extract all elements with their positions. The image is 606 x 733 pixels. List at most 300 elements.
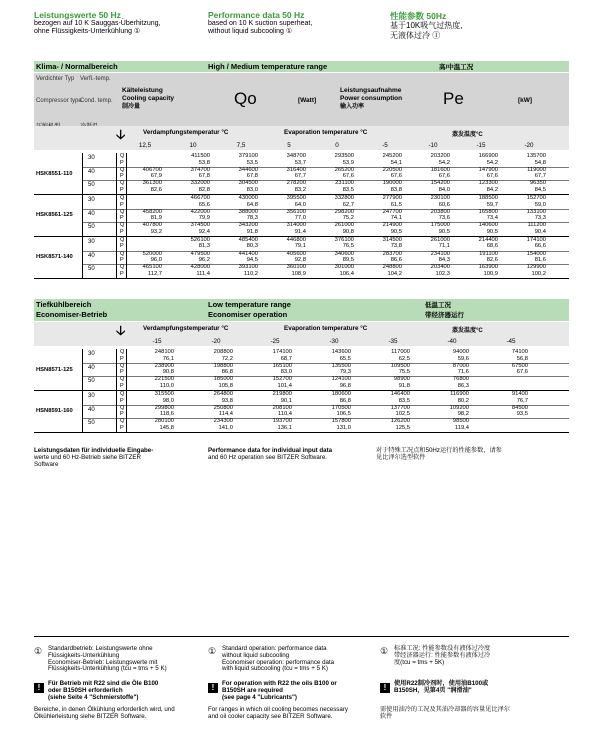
section1-evap-en: Evaporation temperature °C <box>284 129 368 136</box>
capacity-value: 261000 <box>430 236 450 243</box>
power-value: 91,4 <box>294 228 306 235</box>
header-sub-de-1: bezogen auf 10 K Sauggas-Überhitzung, <box>34 20 161 27</box>
cond-temp-label: 50 <box>88 266 95 273</box>
capacity-value: 278200 <box>286 180 306 187</box>
power-value: 111,4 <box>196 270 210 277</box>
capacity-value: 405600 <box>286 250 306 257</box>
evap-temp-header: -20 <box>524 142 534 149</box>
power-value: 93,5 <box>516 411 528 418</box>
model-label: HSN8571-125 <box>36 366 73 373</box>
power-value: 67,6 <box>342 173 354 180</box>
capacity-value: 446800 <box>286 236 306 243</box>
cond-temp-label: 40 <box>88 252 95 259</box>
evap-temp-header: -25 <box>270 338 280 345</box>
label-cond-de: Verfl.-temp. <box>80 76 111 82</box>
row-p-label: P <box>120 257 124 264</box>
power-value: 79,3 <box>339 369 351 376</box>
capacity-value: 374700 <box>190 166 210 173</box>
group-divider <box>34 390 569 391</box>
row-p-label: P <box>120 270 124 277</box>
power-value: 110,0 <box>159 383 174 389</box>
row-q-label: Q <box>120 264 125 271</box>
capacity-value: 163900 <box>478 264 498 271</box>
capacity-value: 234300 <box>213 418 233 425</box>
power-value: 83,2 <box>294 187 306 193</box>
power-value: 54,2 <box>486 159 498 166</box>
capacity-value: 174100 <box>526 236 546 243</box>
arrow-down-icon: 🡣 <box>116 127 126 142</box>
power-value: 67,7 <box>534 173 546 180</box>
header-title-cn: 性能参数 50Hz <box>390 11 447 21</box>
capacity-value: 154000 <box>526 250 546 257</box>
capacity-value: 406700 <box>142 166 162 173</box>
capacity-value: 314500 <box>382 236 402 243</box>
capacity-value: 193700 <box>272 418 292 425</box>
capacity-value: 146400 <box>390 390 410 397</box>
power-value: 75,2 <box>342 215 354 222</box>
capacity-value: 283700 <box>382 250 402 257</box>
evap-temp-header: 0 <box>335 142 339 149</box>
power-value: 96,8 <box>339 383 351 389</box>
power-value: 80,2 <box>457 397 469 404</box>
cond-temp-label: 50 <box>88 224 95 231</box>
power-value: 77,0 <box>294 215 306 222</box>
capacity-value: 190000 <box>382 180 402 187</box>
power-value: 112,7 <box>147 270 162 277</box>
power-value: 91,8 <box>246 228 258 235</box>
capacity-value: 428000 <box>190 264 210 271</box>
power-label-cn: 输入功率 <box>340 104 365 110</box>
capacity-label-en: Cooling capacity <box>122 95 175 102</box>
footnote-marker-en: ① <box>208 646 217 656</box>
capacity-value: 395500 <box>286 194 306 201</box>
capacity-value: 214400 <box>478 236 498 243</box>
capacity-value: 526100 <box>190 236 210 243</box>
power-value: 54,1 <box>390 159 402 166</box>
row-q-label: Q <box>120 376 125 383</box>
capacity-value: 185000 <box>213 376 233 383</box>
power-value: 90,5 <box>438 228 450 235</box>
power-value: 86,3 <box>457 383 469 389</box>
capacity-value: 143600 <box>331 349 351 355</box>
section2-band <box>34 299 569 321</box>
capacity-value: 181600 <box>430 166 450 173</box>
capacity-value: 203400 <box>430 264 450 271</box>
capacity-value: 466700 <box>190 194 210 201</box>
power-value: 86,8 <box>339 397 351 404</box>
power-value: 71,1 <box>438 243 450 250</box>
footnote-en-c1: For ranges in which oil cooling becomes necessary <box>208 706 348 713</box>
evap-temp-header: -20 <box>211 338 221 345</box>
row-q-label: Q <box>120 153 125 159</box>
power-value: 90,8 <box>342 228 354 235</box>
header-sub-de-2: ohne Flüssigkeits-Unterkühlung ① <box>34 28 141 35</box>
capacity-value: 304500 <box>238 180 258 187</box>
power-label-de: Leistungsaufnahme <box>340 87 402 94</box>
footnote-de-a2: Flüssigkeits-Unterkühlung <box>48 651 120 659</box>
note-de-1: Leistungsdaten für individuelle Eingabe- <box>34 447 154 454</box>
evap-temp-header: -10 <box>428 142 438 149</box>
capacity-value: 411500 <box>191 153 210 159</box>
warning-icon: ! <box>380 683 390 693</box>
footnote-de-b1: Für Betrieb mit R22 sind die Öle B100 <box>48 680 159 687</box>
footnote-en-c2: and oil cooler capacity see BITZER Software. <box>208 712 333 720</box>
capacity-value: 407800 <box>142 222 162 229</box>
cond-temp-label: 50 <box>88 182 95 189</box>
capacity-value: 360100 <box>286 264 306 271</box>
capacity-label-de: Kälteleistung <box>122 87 163 94</box>
cond-temp-label: 40 <box>88 210 95 217</box>
row-q-label: Q <box>120 390 125 397</box>
capacity-value: 165800 <box>478 208 498 215</box>
footnote-divider <box>34 636 569 637</box>
power-value: 94,5 <box>246 257 258 264</box>
row-q-label: Q <box>120 194 125 201</box>
power-value: 68,6 <box>486 243 498 250</box>
power-value: 65,6 <box>198 201 210 208</box>
row-q-label: Q <box>120 418 125 425</box>
group-divider <box>34 278 569 279</box>
power-value: 67,6 <box>486 173 498 180</box>
capacity-value: 458200 <box>142 208 162 215</box>
row-p-label: P <box>120 383 124 389</box>
capacity-value: 94000 <box>452 349 469 355</box>
capacity-unit: [Watt] <box>298 97 317 104</box>
capacity-value: 165100 <box>272 362 292 369</box>
power-value: 119,4 <box>454 424 469 431</box>
power-value: 136,1 <box>277 424 292 431</box>
footnote-en-c <box>208 707 378 721</box>
capacity-value: 147900 <box>478 166 498 173</box>
capacity-value: 301000 <box>334 264 354 271</box>
capacity-value: 123300 <box>478 180 498 187</box>
power-value: 67,6 <box>516 369 528 376</box>
power-value: 73,6 <box>438 215 450 222</box>
capacity-value: 247700 <box>382 208 402 215</box>
power-label <box>340 87 402 111</box>
power-value: 105,8 <box>218 383 233 389</box>
capacity-value: 264800 <box>213 390 233 397</box>
capacity-value: 84500 <box>511 404 528 411</box>
capacity-value: 248800 <box>382 264 402 271</box>
note-de-2: werte und 60 Hz-Betrieb siehe BITZER <box>34 453 141 461</box>
capacity-value: 277900 <box>382 194 402 201</box>
power-value: 67,9 <box>150 173 162 180</box>
footnote-de-b3: (siehe Seite 4 "Schmierstoffe") <box>48 693 139 701</box>
cond-temp-label: 30 <box>88 238 95 245</box>
capacity-value: 299800 <box>154 404 174 411</box>
capacity-value: 465100 <box>142 264 162 271</box>
capacity-value: 191100 <box>479 250 498 257</box>
capacity-value: 126200 <box>390 418 410 425</box>
capacity-value: 430000 <box>238 194 258 201</box>
footnote-marker-cn: ① <box>380 646 389 656</box>
cond-temp-label: 30 <box>88 392 95 399</box>
power-value: 76,1 <box>162 355 174 362</box>
power-value: 84,3 <box>438 257 450 264</box>
capacity-value: 135700 <box>526 153 546 159</box>
power-value: 64,8 <box>246 201 258 208</box>
note-en <box>208 448 383 462</box>
footnote-cn-a3: 度(tcu = tms + 5K) <box>394 658 445 666</box>
power-value: 80,3 <box>246 243 258 250</box>
power-value: 54,8 <box>534 159 546 166</box>
power-value: 60,6 <box>438 201 450 208</box>
capacity-value: 98900 <box>393 376 410 383</box>
footnote-en-a2: without liquid subcooling <box>222 651 290 659</box>
power-value: 89,5 <box>342 257 354 264</box>
capacity-value: 231100 <box>335 180 354 187</box>
power-unit: [kW] <box>518 97 533 104</box>
capacity-value: 340600 <box>334 250 354 257</box>
capacity-label <box>122 87 174 111</box>
capacity-value: 198800 <box>213 362 233 369</box>
note-en-2: and 60 Hz operation see BITZER Software. <box>208 453 327 461</box>
power-value: 74,1 <box>390 215 402 222</box>
power-value: 62,7 <box>342 201 354 208</box>
power-value: 64,0 <box>294 201 306 208</box>
capacity-value: 388000 <box>238 208 258 215</box>
power-value: 83,8 <box>390 187 402 193</box>
header-title-de: Leistungswerte 50 Hz <box>34 10 121 20</box>
power-value: 81,9 <box>150 215 162 222</box>
power-value: 56,8 <box>516 355 528 362</box>
section2-evap-de: Verdampfungstemperatur °C <box>143 325 229 332</box>
power-value: 83,0 <box>246 187 258 193</box>
capacity-value: 119000 <box>527 166 546 173</box>
capacity-value: 379100 <box>238 153 258 159</box>
capacity-value: 479500 <box>190 250 210 257</box>
power-value: 68,7 <box>280 355 292 362</box>
power-value: 53,7 <box>294 159 306 166</box>
evap-temp-header: -30 <box>329 338 339 345</box>
section1-band-en: High / Medium temperature range <box>208 62 328 71</box>
power-value: 67,6 <box>390 173 402 180</box>
section1-evap-de: Verdampfungstemperatur °C <box>143 129 229 136</box>
capacity-value: 220500 <box>382 166 402 173</box>
footnote-de-a3: Economiser-Betrieb: Leistungswerte mit <box>48 658 158 666</box>
power-value: 110,2 <box>243 270 258 277</box>
section1-band <box>34 61 569 72</box>
label-type-en: Compressor type <box>36 98 82 104</box>
capacity-value: 356100 <box>286 208 306 215</box>
capacity-value: 166900 <box>478 153 498 159</box>
power-value: 114,4 <box>218 411 233 418</box>
footnote-cn-a1: 标准工况: 性能参数没有液体过冷度 <box>394 645 491 652</box>
evap-temp-header: 12,5 <box>138 142 152 149</box>
section2-band-de-1: Tiefkühlbereich <box>36 300 92 309</box>
capacity-value: 135500 <box>331 362 351 369</box>
row-q-label: Q <box>120 166 125 173</box>
power-value: 71,6 <box>457 369 469 376</box>
row-p-label: P <box>120 424 124 431</box>
capacity-value: 293500 <box>334 153 354 159</box>
col-divider <box>126 349 127 433</box>
capacity-value: 230100 <box>430 194 450 201</box>
row-q-label: Q <box>120 222 125 229</box>
power-value: 145,8 <box>159 424 174 431</box>
capacity-value: 485400 <box>238 236 258 243</box>
power-value: 76,7 <box>516 397 528 404</box>
capacity-value: 343200 <box>238 222 258 229</box>
power-value: 72,2 <box>221 355 233 362</box>
capacity-value: 137700 <box>390 404 410 411</box>
capacity-value: 520000 <box>142 250 162 257</box>
row-p-label: P <box>120 187 124 193</box>
power-value: 53,9 <box>342 159 354 166</box>
footnote-de-a4: Flüssigkeits-Unterkühlung (tcu = tms + 5 K) <box>48 665 167 673</box>
power-value: 81,3 <box>198 243 210 250</box>
power-value: 73,3 <box>534 215 546 222</box>
power-value: 59,7 <box>486 201 498 208</box>
row-p-label: P <box>120 411 124 418</box>
row-p-label: P <box>120 201 124 208</box>
note-en-1: Performance data for individual input data <box>208 447 333 454</box>
cond-temp-label: 40 <box>88 364 95 371</box>
power-value: 82,8 <box>198 187 210 193</box>
row-p-label: P <box>120 173 124 180</box>
power-value: 118,6 <box>159 411 174 418</box>
evap-temp-header: -45 <box>506 338 516 345</box>
footnote-cn-a2: 带经济器运行: 性能参数有液体过冷 <box>394 651 491 659</box>
power-label-en: Power consumption <box>340 95 403 102</box>
cond-temp-label: 50 <box>88 378 95 385</box>
note-cn <box>376 448 566 462</box>
evap-temp-header: -15 <box>476 142 486 149</box>
capacity-value: 152700 <box>272 376 292 383</box>
capacity-value: 234100 <box>430 250 450 257</box>
capacity-value: 157800 <box>331 418 351 425</box>
capacity-value: 265200 <box>334 166 354 173</box>
power-value: 82,6 <box>150 187 162 193</box>
power-value: 84,2 <box>486 187 498 193</box>
power-value: 67,7 <box>294 173 306 180</box>
footnote-en-b <box>222 681 377 701</box>
evap-temp-header: 7,5 <box>236 142 246 149</box>
capacity-value: 298200 <box>334 208 354 215</box>
note-cn-1: 对于特殊工况点和50Hz运行的性能参数，请参 <box>376 447 502 454</box>
power-value: 92,8 <box>294 257 306 264</box>
power-value: 73,8 <box>390 243 402 250</box>
capacity-value: 261000 <box>334 222 354 229</box>
evap-temp-header: -5 <box>382 142 388 149</box>
power-value: 83,5 <box>342 187 354 193</box>
power-value: 73,4 <box>486 215 498 222</box>
power-value: 106,5 <box>336 411 351 418</box>
row-q-label: Q <box>120 362 125 369</box>
capacity-value: 154200 <box>430 180 450 187</box>
model-label: HSK8571-140 <box>36 254 73 261</box>
power-value: 101,4 <box>277 383 292 389</box>
footnote-cn-a <box>394 646 569 666</box>
capacity-value: 238900 <box>154 362 174 369</box>
power-value: 100,9 <box>483 270 498 277</box>
model-label: HSK8561-125 <box>36 212 73 219</box>
capacity-value: 316400 <box>286 166 306 173</box>
footnote-cn-b2: B150SH，见第4页 "润滑油" <box>394 686 472 694</box>
power-value: 96,2 <box>198 257 210 264</box>
row-p-label: P <box>120 215 124 222</box>
power-value: 93,2 <box>150 228 162 235</box>
arrow-down-icon: 🡣 <box>116 323 126 338</box>
power-value: 91,8 <box>398 383 410 389</box>
power-value: 61,5 <box>390 201 402 208</box>
power-value: 53,5 <box>246 159 258 166</box>
row-q-label: Q <box>120 180 125 187</box>
capacity-value: 208800 <box>213 349 233 355</box>
power-value: 106,4 <box>339 270 354 277</box>
footnote-en-a4: with liquid subcooling (tcu = tms + 5 K) <box>222 665 328 673</box>
footnote-de-b2: oder B150SH erforderlich <box>48 686 123 694</box>
header-sub-en-1: based on 10 K suction superheat, <box>208 20 313 27</box>
row-q-label: Q <box>120 236 125 243</box>
model-label: HSK8551-110 <box>36 170 73 177</box>
capacity-value: 374500 <box>190 222 210 229</box>
capacity-value: 174100 <box>272 349 292 355</box>
power-value: 96,0 <box>150 257 162 264</box>
capacity-value: 109500 <box>390 362 410 369</box>
power-value: 83,0 <box>280 369 292 376</box>
row-q-label: Q <box>120 208 125 215</box>
header-sub-cn-1: 基于10K吸气过热度, <box>390 21 463 30</box>
capacity-value: 67500 <box>511 362 528 369</box>
col-divider <box>126 153 127 279</box>
capacity-value: 188500 <box>478 194 498 201</box>
evap-temp-header: 5 <box>287 142 291 149</box>
section2-band-cn-1: 低温工况 <box>425 302 451 309</box>
header-title-en: Performance data 50 Hz <box>208 10 305 20</box>
capacity-value: 422000 <box>190 208 210 215</box>
power-value: 76,5 <box>342 243 354 250</box>
power-value: 102,3 <box>435 270 450 277</box>
capacity-value: 332800 <box>334 194 354 201</box>
power-value: 82,6 <box>486 257 498 264</box>
capacity-value: 129900 <box>526 264 546 271</box>
section1-band-cn: 高/中温工况 <box>439 64 474 71</box>
capacity-value: 393100 <box>238 264 258 271</box>
capacity-value: 280100 <box>154 418 174 425</box>
footnote-marker-de: ① <box>34 646 43 656</box>
footnote-cn-c1: 需使用油冷的工况及其油冷却器的容量见比泽尔 <box>380 706 510 713</box>
note-de-3: Software <box>34 460 59 468</box>
section2-band-en-2: Economiser operation <box>208 310 288 319</box>
evap-temp-header: -35 <box>388 338 398 345</box>
capacity-value: 219800 <box>272 390 292 397</box>
power-value: 66,6 <box>534 243 546 250</box>
power-value: 59,0 <box>534 201 546 208</box>
capacity-value: 221500 <box>154 376 174 383</box>
capacity-value: 314000 <box>286 222 306 229</box>
section2-evap-en: Evaporation temperature °C <box>284 325 368 332</box>
row-q-label: Q <box>120 349 125 355</box>
note-cn-2: 见比泽尔选型软件 <box>376 453 426 461</box>
power-value: 86,8 <box>221 369 233 376</box>
power-value: 98,0 <box>162 397 174 404</box>
capacity-value: 98500 <box>452 418 469 425</box>
footnote-cn-b <box>394 681 569 695</box>
power-value: 125,5 <box>395 424 410 431</box>
power-value: 131,0 <box>336 424 351 431</box>
capacity-value: 315500 <box>154 390 174 397</box>
col-divider <box>82 153 83 279</box>
row-p-label: P <box>120 355 124 362</box>
power-value: 86,6 <box>390 257 402 264</box>
capacity-value: 96350 <box>529 180 546 187</box>
capacity-value: 124100 <box>331 376 351 383</box>
power-value: 92,4 <box>198 228 210 235</box>
capacity-value: 441400 <box>238 250 258 257</box>
section2-evap-cn: 蒸发温度°C <box>452 328 483 334</box>
